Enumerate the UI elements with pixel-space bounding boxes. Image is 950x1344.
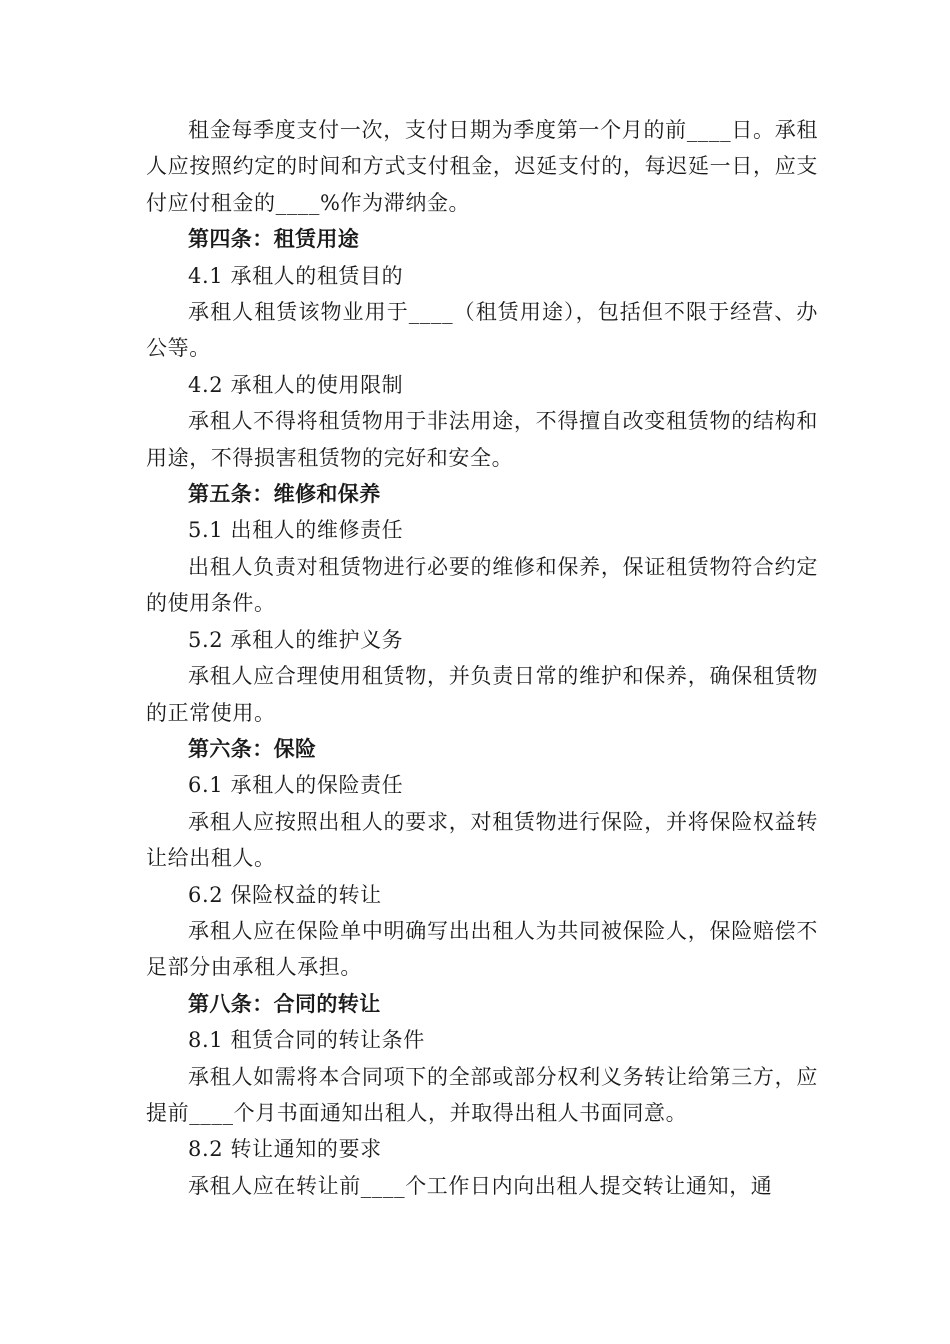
section-8-1-title: 8.1 租赁合同的转让条件 (188, 1028, 425, 1053)
paragraph-6-2: 承租人应在保险单中明确写出出租人为共同被保险人，保险赔偿不足部分由承租人承担。 (146, 918, 818, 980)
document-body (146, 112, 818, 1204)
paragraph-8-2: 承租人应在转让前____个工作日内向出租人提交转让通知，通 (188, 1173, 773, 1198)
section-8-2-title: 8.2 转让通知的要求 (188, 1137, 382, 1162)
article-4-heading: 第四条：租赁用途 (188, 227, 360, 252)
article-5-heading: 第五条：维修和保养 (188, 482, 381, 507)
paragraph-6-1: 承租人应按照出租人的要求，对租赁物进行保险，并将保险权益转让给出租人。 (146, 809, 818, 871)
section-6-2-title: 6.2 保险权益的转让 (188, 882, 382, 907)
paragraph-8-1: 承租人如需将本合同项下的全部或部分权利义务转让给第三方，应提前____个月书面通知出租人，并取得出租人书面同意。 (146, 1064, 818, 1125)
paragraph-4-1: 承租人租赁该物业用于____（租赁用途），包括但不限于经营、办公等。 (146, 300, 818, 361)
section-6-1-title: 6.1 承租人的保险责任 (188, 773, 404, 798)
section-5-2-title: 5.2 承租人的维护义务 (188, 627, 404, 652)
section-4-2-title: 4.2 承租人的使用限制 (188, 372, 404, 397)
paragraph-rent-payment: 租金每季度支付一次，支付日期为季度第一个月的前____日。承租人应按照约定的时间和方式支付租金，迟延支付的，每迟延一日，应支付应付租金的____%作为滞纳金。 (146, 118, 818, 215)
section-5-1-title: 5.1 出租人的维修责任 (188, 518, 404, 543)
section-4-1-title: 4.1 承租人的租赁目的 (188, 263, 404, 288)
paragraph-4-2: 承租人不得将租赁物用于非法用途，不得擅自改变租赁物的结构和用途，不得损害租赁物的完好和安全。 (146, 409, 818, 470)
paragraph-5-2: 承租人应合理使用租赁物，并负责日常的维护和保养，确保租赁物的正常使用。 (146, 664, 818, 725)
article-6-heading: 第六条：保险 (188, 736, 317, 761)
article-8-heading: 第八条：合同的转让 (188, 991, 381, 1016)
paragraph-5-1: 出租人负责对租赁物进行必要的维修和保养，保证租赁物符合约定的使用条件。 (146, 554, 818, 616)
